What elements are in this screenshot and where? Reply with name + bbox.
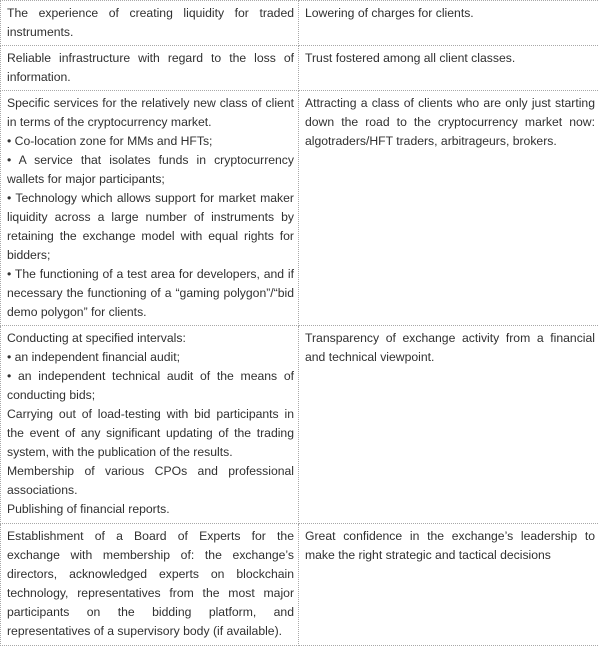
cell-text: Lowering of charges for clients. <box>305 6 474 20</box>
bullet-item: • an independent technical audit of the means of conducting bids; <box>7 369 294 402</box>
cell-text: Conducting at specified intervals: <box>7 331 186 345</box>
cell-text: Carrying out of load-testing with bid participants in the event of any significant updating of the trading system, with the publication of the results. <box>7 407 294 459</box>
cell-text: Great confidence in the exchange’s leadership to make the right strategic and tactical decisions <box>305 529 595 562</box>
table-row <box>1 1 599 46</box>
measure-cell <box>1 326 299 524</box>
benefit-cell <box>299 524 599 646</box>
bullet-item: • Technology which allows support for market maker liquidity across a large number of instruments by retaining the exchange model with equal rights for bidders; <box>7 191 294 262</box>
benefit-cell <box>299 1 599 46</box>
cell-text: Specific services for the relatively new class of client in terms of the cryptocurrency market. <box>7 96 294 129</box>
cell-text: Reliable infrastructure with regard to the loss of information. <box>7 51 294 84</box>
measure-cell <box>1 1 299 46</box>
table-row <box>1 91 599 326</box>
bullet-item: • A service that isolates funds in cryptocurrency wallets for major participants; <box>7 153 294 186</box>
measure-cell <box>1 524 299 646</box>
benefit-cell <box>299 91 599 326</box>
cell-text: Attracting a class of clients who are only just starting down the road to the cryptocurrency market now: algotraders/HFT traders, arbitrageurs, brokers. <box>305 96 595 148</box>
bullet-item: • an independent financial audit; <box>7 350 180 364</box>
measure-cell <box>1 46 299 91</box>
benefit-cell <box>299 326 599 524</box>
measure-cell <box>1 91 299 326</box>
cell-text: Publishing of financial reports. <box>7 502 170 516</box>
bullet-item: • Co-location zone for MMs and HFTs; <box>7 134 213 148</box>
table-row <box>1 524 599 646</box>
cell-text: Membership of various CPOs and professional associations. <box>7 464 294 497</box>
cell-text: Transparency of exchange activity from a financial and technical viewpoint. <box>305 331 595 364</box>
cell-text: Establishment of a Board of Experts for the exchange with membership of: the exchange’s directors, acknowledged experts on blockchain technology, representatives from the most major participants on the bidding platform, and representatives of a supervisory body (if available). <box>7 529 294 638</box>
table-row <box>1 326 599 524</box>
cell-text: Trust fostered among all client classes. <box>305 51 516 65</box>
bullet-item: • The functioning of a test area for developers, and if necessary the functioning of a “gaming polygon”/“bid demo polygon” for clients. <box>7 267 294 319</box>
cell-text: The experience of creating liquidity for traded instruments. <box>7 6 294 39</box>
table-row <box>1 46 599 91</box>
benefit-cell <box>299 46 599 91</box>
